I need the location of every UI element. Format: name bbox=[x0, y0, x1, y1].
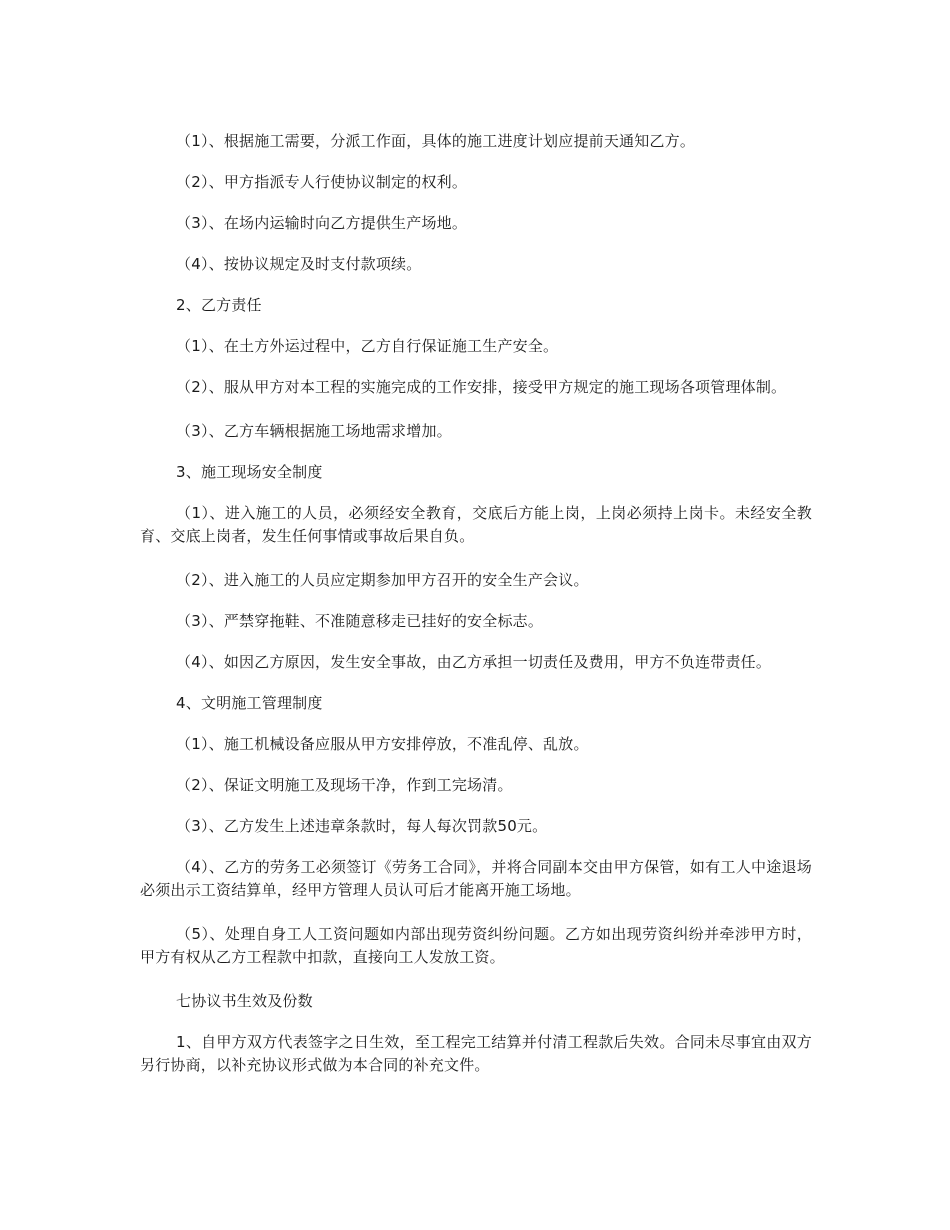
paragraph-party-a-4: （4）、按协议规定及时支付款项续。 bbox=[176, 255, 422, 273]
paragraph-party-b-3: （3）、乙方车辆根据施工场地需求增加。 bbox=[176, 422, 452, 440]
section-heading-effectiveness: 七协议书生效及份数 bbox=[176, 992, 313, 1010]
paragraph-party-b-1: （1）、在土方外运过程中，乙方自行保证施工生产安全。 bbox=[176, 337, 559, 355]
paragraph-civilized-4: （4）、乙方的劳务工必须签订《劳务工合同》，并将合同副本交由甲方保管，如有工人中途退场必须出示工资结算单，经甲方管理人员认可后才能离开施工场地。 bbox=[140, 858, 812, 899]
paragraph-party-a-3: （3）、在场内运输时向乙方提供生产场地。 bbox=[176, 214, 468, 232]
paragraph-civilized-5: （5）、处理自身工人工资问题如内部出现劳资纠纷问题。乙方如出现劳资纠纷并牵涉甲方时，甲方有权从乙方工程款中扣款，直接向工人发放工资。 bbox=[140, 925, 812, 966]
paragraph-party-a-2: （2）、甲方指派专人行使协议制定的权利。 bbox=[176, 173, 468, 191]
document-body bbox=[140, 130, 812, 1098]
paragraph-safety-1: （1）、进入施工的人员，必须经安全教育，交底后方能上岗，上岗必须持上岗卡。未经安全教育、交底上岗者，发生任何事情或事故后果自负。 bbox=[140, 504, 812, 545]
paragraph-civilized-1: （1）、施工机械设备应服从甲方安排停放，不准乱停、乱放。 bbox=[176, 735, 589, 753]
section-heading-safety: 3、施工现场安全制度 bbox=[176, 463, 323, 481]
paragraph-civilized-2: （2）、保证文明施工及现场干净，作到工完场清。 bbox=[176, 776, 513, 794]
section-heading-civilized: 4、文明施工管理制度 bbox=[176, 694, 323, 712]
paragraph-civilized-3: （3）、乙方发生上述违章条款时，每人每次罚款50元。 bbox=[176, 817, 548, 835]
paragraph-party-a-1: （1）、根据施工需要，分派工作面，具体的施工进度计划应提前天通知乙方。 bbox=[176, 132, 696, 150]
section-heading-party-b: 2、乙方责任 bbox=[176, 296, 262, 314]
paragraph-safety-2: （2）、进入施工的人员应定期参加甲方召开的安全生产会议。 bbox=[176, 571, 589, 589]
paragraph-effectiveness-1: 1、自甲方双方代表签字之日生效，至工程完工结算并付清工程款后失效。合同未尽事宜由双方另行协商，以补充协议形式做为本合同的补充文件。 bbox=[140, 1033, 812, 1074]
paragraph-party-b-2: （2）、服从甲方对本工程的实施完成的工作安排，接受甲方规定的施工现场各项管理体制。 bbox=[176, 378, 787, 396]
paragraph-safety-3: （3）、严禁穿拖鞋、不准随意移走已挂好的安全标志。 bbox=[176, 612, 544, 630]
paragraph-safety-4: （4）、如因乙方原因，发生安全事故，由乙方承担一切责任及费用，甲方不负连带责任。 bbox=[176, 653, 772, 671]
